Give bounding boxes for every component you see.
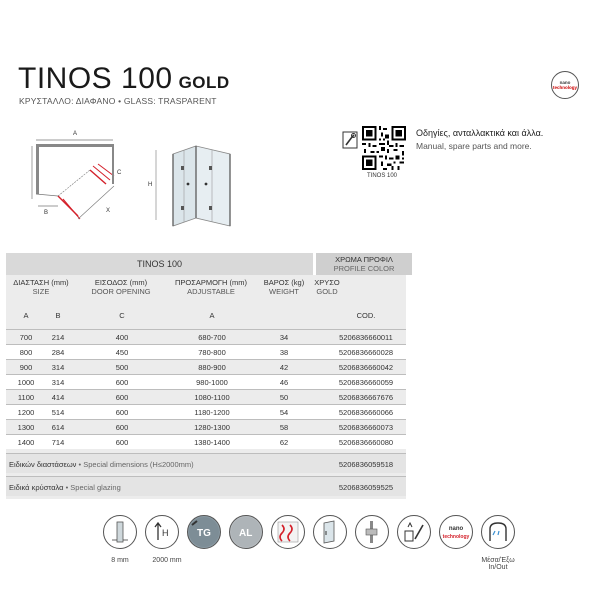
dim-c-label: C [117,170,122,176]
cell-b: 414 [51,393,65,402]
special-glass-gr: Ειδικά κρύσταλα [9,483,64,492]
col-door-en: DOOR OPENING [91,287,151,296]
height-icon [145,515,179,549]
cell-adj: 1080-1100 [194,393,230,402]
col-size [8,278,74,296]
cell-c: 600 [115,393,129,402]
product-table [6,253,590,492]
in-out-label-en: In/Out [488,564,508,571]
profile-color-header [316,253,412,275]
col-weight-gr: ΒΑΡΟΣ (kg) [263,278,305,287]
cleaning-icon [397,515,431,549]
cell-a: 1200 [17,408,35,417]
reversible-wave-icon [271,515,305,549]
col-door-gr: ΕΙΣΟΔΟΣ (mm) [94,278,148,287]
special-dimensions-row [6,453,406,473]
cell-code: 5206836667676 [338,393,394,402]
col-adj-gr: ΠΡΟΣΑΡΜΟΓΗ (mm) [174,278,248,287]
col-size-gr: ΔΙΑΣΤΑΣΗ (mm) [13,278,69,287]
letter-b: B [55,311,61,320]
cell-c: 600 [115,423,129,432]
cell-adj: 1180-1200 [194,408,230,417]
cell-code: 5206836660073 [338,423,394,432]
special-glazing-row [6,476,406,496]
tempered-glass-icon [187,515,221,549]
cell-b: 314 [51,363,65,372]
wrench-manual-icon [342,131,358,149]
special-dims-gr: Ειδικών διαστάσεων [9,460,77,469]
profile-color-en: PROFILE COLOR [333,264,395,273]
special-dims-en: • Special dimensions (H≤2000mm) [76,460,194,469]
glass-subtitle: ΚΡΥΣΤΑΛΛΟ: ΔΙΑΦΑΝΟ • GLASS: TRASPARENT [19,96,217,106]
cell-code: 5206836660080 [338,438,394,447]
tg-icon-text: TG [197,528,211,539]
table-row [6,434,406,449]
badge-line2: technology [552,85,577,90]
dim-b-label: B [44,210,49,216]
cell-w: 50 [279,393,289,402]
qr-code[interactable] [362,126,406,170]
cell-w: 46 [279,378,289,387]
cell-w: 62 [279,438,289,447]
col-weight [256,278,312,296]
col-weight-en: WEIGHT [269,287,299,296]
cell-code: 5206836660059 [338,378,394,387]
plan-diagram [18,124,133,234]
special-dims-label [9,460,194,469]
cell-w: 34 [279,333,289,342]
cell-c: 500 [115,363,129,372]
cell-b: 614 [51,423,65,432]
in-out-icon [481,515,515,549]
special-glazing-code: 5206836059525 [338,483,394,492]
cell-a: 1000 [17,378,35,387]
col-adjustable [166,278,256,296]
cell-a: 1400 [17,438,35,447]
cell-c: 400 [115,333,129,342]
cell-adj: 880-900 [198,363,226,372]
badge-line1: nano [559,80,571,85]
cell-c: 450 [115,348,129,357]
letter-code: COD. [356,311,376,320]
cell-w: 42 [279,363,289,372]
cell-c: 600 [115,438,129,447]
cell-code: 5206836660042 [338,363,394,372]
col-gold [312,278,342,296]
product-name: TINOS 100 [18,62,173,95]
cell-b: 714 [51,438,65,447]
glass-thickness-label: 8 mm [111,557,129,564]
product-title [18,62,230,96]
cell-a: 900 [19,363,33,372]
height-icon-text: H [162,528,169,538]
nano-technology-badge [551,71,579,99]
cell-a: 1300 [17,423,35,432]
special-dims-code: 5206836059518 [338,460,394,469]
special-glazing-label [9,483,121,492]
table-row [6,344,406,359]
col-size-en: SIZE [32,287,50,296]
table-row [6,389,406,404]
cell-c: 600 [115,378,129,387]
letter-c: C [119,311,125,320]
product-finish: GOLD [178,73,230,92]
dim-h-label: H [148,182,153,188]
cell-b: 514 [51,408,65,417]
cell-adj: 780-800 [198,348,226,357]
cell-c: 600 [115,408,129,417]
nano-icon-line2: technology [442,534,470,540]
cell-b: 284 [51,348,65,357]
cell-code: 5206836660011 [339,333,393,342]
qr-caption: TINOS 100 [367,173,398,179]
cell-b: 214 [51,333,65,342]
in-out-label [468,557,528,571]
cell-adj: 680-700 [198,333,226,342]
nano-icon-line1: nano [448,526,464,532]
table-row [6,374,406,389]
col-gold-gr: ΧΡΥΣΟ [314,278,340,287]
cell-w: 54 [279,408,289,417]
feature-icons [95,515,565,555]
cell-a: 800 [19,348,33,357]
cell-adj: 1280-1300 [194,423,230,432]
table-row [6,404,406,419]
door-panel-icon [313,515,347,549]
aluminium-icon [229,515,263,549]
nano-technology-icon [439,515,473,549]
column-headers [6,278,406,304]
letter-row [6,311,406,323]
dim-a-label: A [73,131,78,137]
cell-w: 58 [279,423,289,432]
cell-code: 5206836660066 [338,408,394,417]
cell-adj: 1380-1400 [194,438,230,447]
enclosure-3d-diagram [148,138,244,234]
al-icon-text: AL [239,528,253,539]
manual-text-english: Manual, spare parts and more. [416,141,532,151]
special-glass-en: • Special glazing [63,483,121,492]
cell-a: 1100 [17,393,35,402]
dim-x-label: X [106,208,111,214]
glass-thickness-icon [103,515,137,549]
col-door [86,278,156,296]
col-adj-en: ADJUSTABLE [187,287,235,296]
cell-code: 5206836660028 [338,348,394,357]
table-title: TINOS 100 [6,253,313,275]
in-out-label-gr: Μέσα/Έξω [481,557,515,564]
table-row [6,359,406,374]
cell-a: 700 [19,333,33,342]
manual-text-greek: Οδηγίες, ανταλλακτικά και άλλα. [416,128,544,138]
table-rows [6,329,406,449]
col-gold-en: GOLD [316,287,338,296]
cell-adj: 980-1000 [196,378,228,387]
profile-color-gr: ΧΡΩΜΑ ΠΡΟΦΙΛ [335,255,393,264]
letter-a: A [23,311,29,320]
table-row [6,329,406,344]
cell-w: 38 [279,348,289,357]
hinge-icon [355,515,389,549]
cell-b: 314 [51,378,65,387]
letter-a2: A [209,311,215,320]
height-label: 2000 mm [152,557,182,564]
table-row [6,419,406,434]
